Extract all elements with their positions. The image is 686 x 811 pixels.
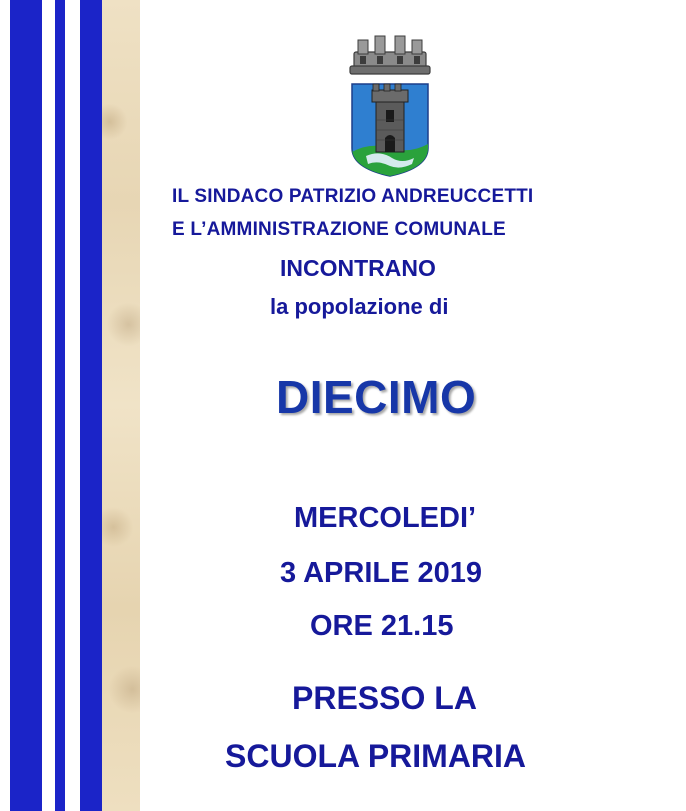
left-blue-stripe-2 bbox=[55, 0, 65, 811]
tower-icon bbox=[372, 84, 408, 152]
town-name: DIECIMO bbox=[276, 371, 477, 423]
left-blue-stripe-1 bbox=[10, 0, 42, 811]
population-line: la popolazione di bbox=[270, 294, 449, 319]
left-white-stripe-2 bbox=[65, 0, 80, 811]
mural-crown-icon bbox=[350, 36, 430, 74]
administration-heading: E L’AMMINISTRAZIONE COMUNALE bbox=[172, 219, 506, 240]
parchment-border bbox=[102, 0, 140, 811]
left-white-stripe-1 bbox=[42, 0, 55, 811]
coat-of-arms-icon bbox=[340, 30, 440, 180]
event-time: ORE 21.15 bbox=[310, 610, 454, 642]
left-blue-stripe-3 bbox=[80, 0, 102, 811]
venue-line-1: PRESSO LA bbox=[292, 680, 477, 716]
venue-line-2: SCUOLA PRIMARIA bbox=[225, 738, 527, 774]
event-date: 3 APRILE 2019 bbox=[280, 557, 483, 589]
mayor-heading: IL SINDACO PATRIZIO ANDREUCCETTI bbox=[172, 186, 534, 207]
event-day: MERCOLEDI’ bbox=[294, 502, 477, 534]
meet-verb: INCONTRANO bbox=[280, 255, 436, 281]
